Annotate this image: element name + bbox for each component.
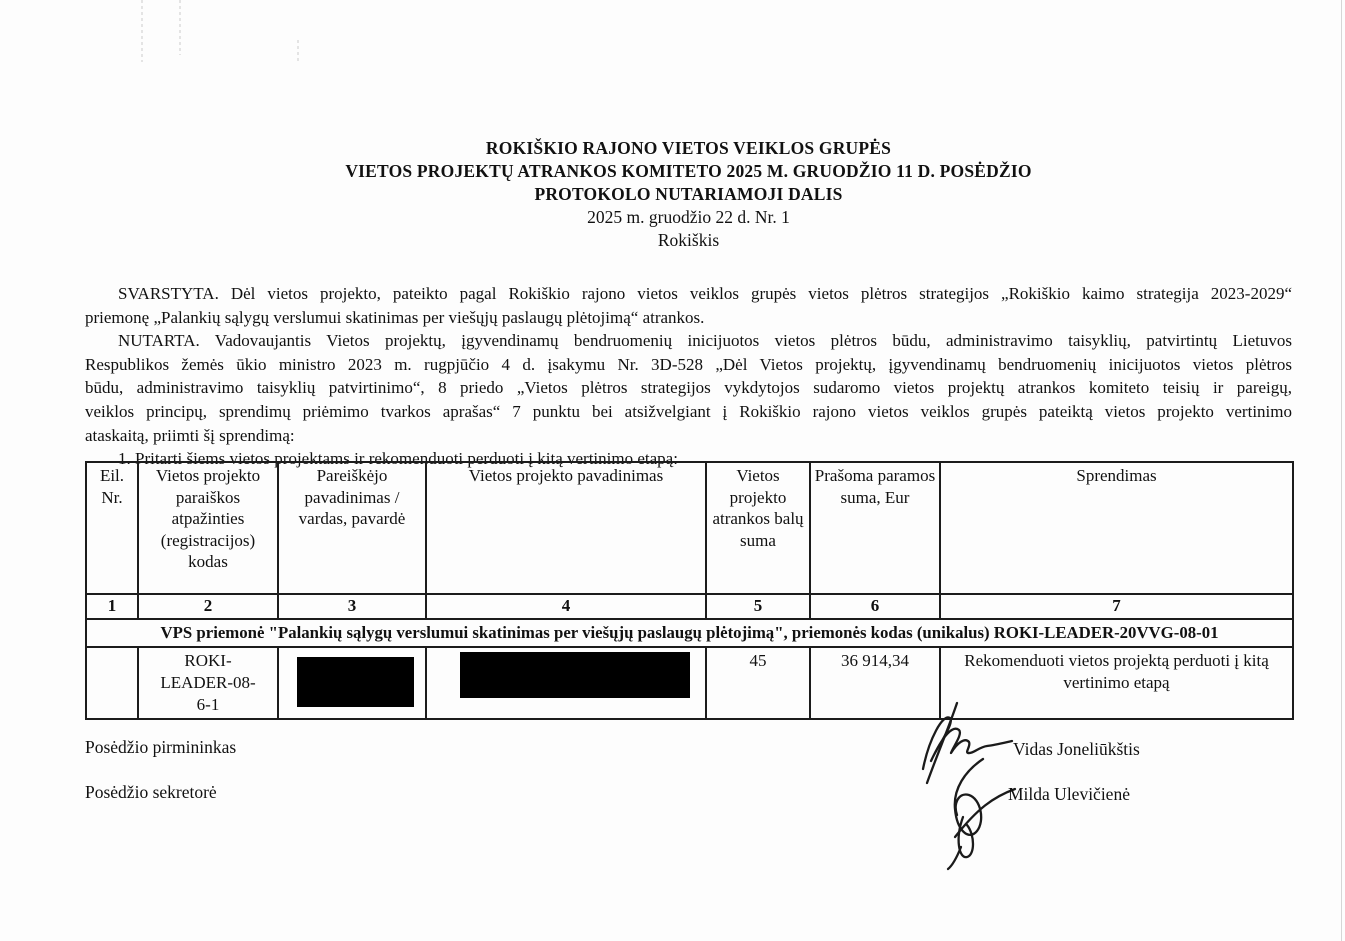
document-title-line2: VIETOS PROJEKTŲ ATRANKOS KOMITETO 2025 M. GRUODŽIO 11 D. POSĖDŽIO bbox=[345, 161, 1032, 181]
header-amount: Prašoma paramos suma, Eur bbox=[810, 462, 940, 594]
header-project-name: Vietos projekto pavadinimas bbox=[426, 462, 706, 594]
secretary-label: Posėdžio sekretorė bbox=[85, 782, 217, 802]
document-title-line3: PROTOKOLO NUTARIAMOJI DALIS bbox=[534, 184, 843, 204]
svarstyta-paragraph-line: priemonę „Palankių sąlygų verslumui skatinimas per viešųjų paslaugų plėtojimą“ atrankos. bbox=[85, 307, 705, 327]
nutarta-paragraph-line: Respublikos žemės ūkio ministro 2023 m. rugpjūčio 4 d. įsakymu Nr. 3D-528 „Dėl Vietos projektų, įgyvendinamų bendruomenių inicijuotos vietos plėtros bbox=[85, 354, 1292, 374]
secretary-name: Milda Ulevičienė bbox=[1008, 784, 1130, 804]
chairman-label: Posėdžio pirmininkas bbox=[85, 737, 237, 757]
document-title-line1: ROKIŠKIO RAJONO VIETOS VEIKLOS GRUPĖS bbox=[485, 138, 892, 158]
document-body bbox=[85, 282, 1292, 471]
decision-item-1: 1. Pritarti šiems vietos projektams ir rekomenduoti perduoti į kitą vertinimo etapą: bbox=[118, 449, 678, 469]
cell-project-name bbox=[426, 647, 706, 719]
column-number-row bbox=[86, 594, 1293, 619]
cell-score: 45 bbox=[706, 647, 810, 719]
column-number: 5 bbox=[706, 594, 810, 619]
nutarta-paragraph-line: veiklos principų, sprendimų priėmimo tvarkos aprašas“ 7 punktu bei atsižvelgiant į Rokiškio rajono vietos veiklos grupės pateiktą vietos projekto vertinimo bbox=[85, 401, 1292, 421]
chairman-name: Vidas Joneliūkštis bbox=[1013, 739, 1140, 759]
cell-eil-nr bbox=[86, 647, 138, 719]
header-project-code: Vietos projekto paraiškos atpažinties (registracijos) kodas bbox=[138, 462, 278, 594]
chairman-signature bbox=[923, 717, 1012, 769]
nutarta-paragraph-line: būdu, administravimo taisyklių patvirtinimo“, 8 priedo „Vietos plėtros strategijos vykdytojos sudaromo vietos projektų atrankos komiteto teisių ir pareigų, bbox=[85, 378, 1292, 398]
header-score: Vietos projekto atrankos balų suma bbox=[706, 462, 810, 594]
column-number: 6 bbox=[810, 594, 940, 619]
redaction-box-project-name bbox=[460, 652, 690, 698]
cell-decision: Rekomenduoti vietos projektą perduoti į kitą vertinimo etapą bbox=[940, 647, 1293, 719]
scan-artifact bbox=[179, 0, 181, 55]
table-header-row bbox=[86, 462, 1293, 594]
nutarta-paragraph-line: ataskaitą, priimti šį sprendimą: bbox=[85, 425, 295, 445]
cell-amount: 36 914,34 bbox=[810, 647, 940, 719]
column-number: 1 bbox=[86, 594, 138, 619]
column-number: 3 bbox=[278, 594, 426, 619]
measure-title-row bbox=[86, 619, 1293, 647]
project-code-line: 6-1 bbox=[196, 695, 220, 714]
header-applicant: Pareiškėjo pavadinimas / vardas, pavardė bbox=[278, 462, 426, 594]
column-number: 7 bbox=[940, 594, 1293, 619]
nutarta-paragraph-line: NUTARTA. Vadovaujantis Vietos projektų, įgyvendinamų bendruomenių inicijuotos vietos plėtros būdu, administravimo taisyklių, patvirtintų Lietuvos bbox=[118, 331, 1292, 351]
header-decision: Sprendimas bbox=[940, 462, 1293, 594]
header-eil-nr: Eil. Nr. bbox=[86, 462, 138, 594]
measure-title: VPS priemonė "Palankių sąlygų verslumui skatinimas per viešųjų paslaugų plėtojimą", priemonės kodas (unikalus) ROKI-LEADER-20VVG-08-01 bbox=[86, 619, 1293, 647]
redaction-box-applicant bbox=[297, 657, 414, 707]
project-code-line: ROKI- bbox=[184, 651, 232, 670]
page-edge-line bbox=[1341, 0, 1342, 941]
document-header bbox=[85, 137, 1292, 252]
svarstyta-paragraph-line: SVARSTYTA. Dėl vietos projekto, pateikto pagal Rokiškio rajono vietos veiklos grupės vietos plėtros strategijos „Rokiškio kaimo strategija 2023-2029“ bbox=[118, 284, 1292, 303]
column-number: 2 bbox=[138, 594, 278, 619]
scan-artifact bbox=[141, 0, 143, 62]
cell-applicant bbox=[278, 647, 426, 719]
column-number: 4 bbox=[426, 594, 706, 619]
secretary-signature bbox=[948, 817, 973, 869]
projects-table bbox=[85, 461, 1294, 720]
cell-project-code bbox=[138, 647, 278, 719]
scan-artifact bbox=[297, 40, 299, 62]
project-code-line: LEADER-08- bbox=[160, 673, 256, 692]
table-row bbox=[86, 647, 1293, 719]
secretary-signature bbox=[955, 759, 983, 835]
secretary-signature bbox=[955, 789, 1015, 837]
document-place: Rokiškis bbox=[657, 230, 720, 250]
document-date: 2025 m. gruodžio 22 d. Nr. 1 bbox=[587, 207, 790, 227]
